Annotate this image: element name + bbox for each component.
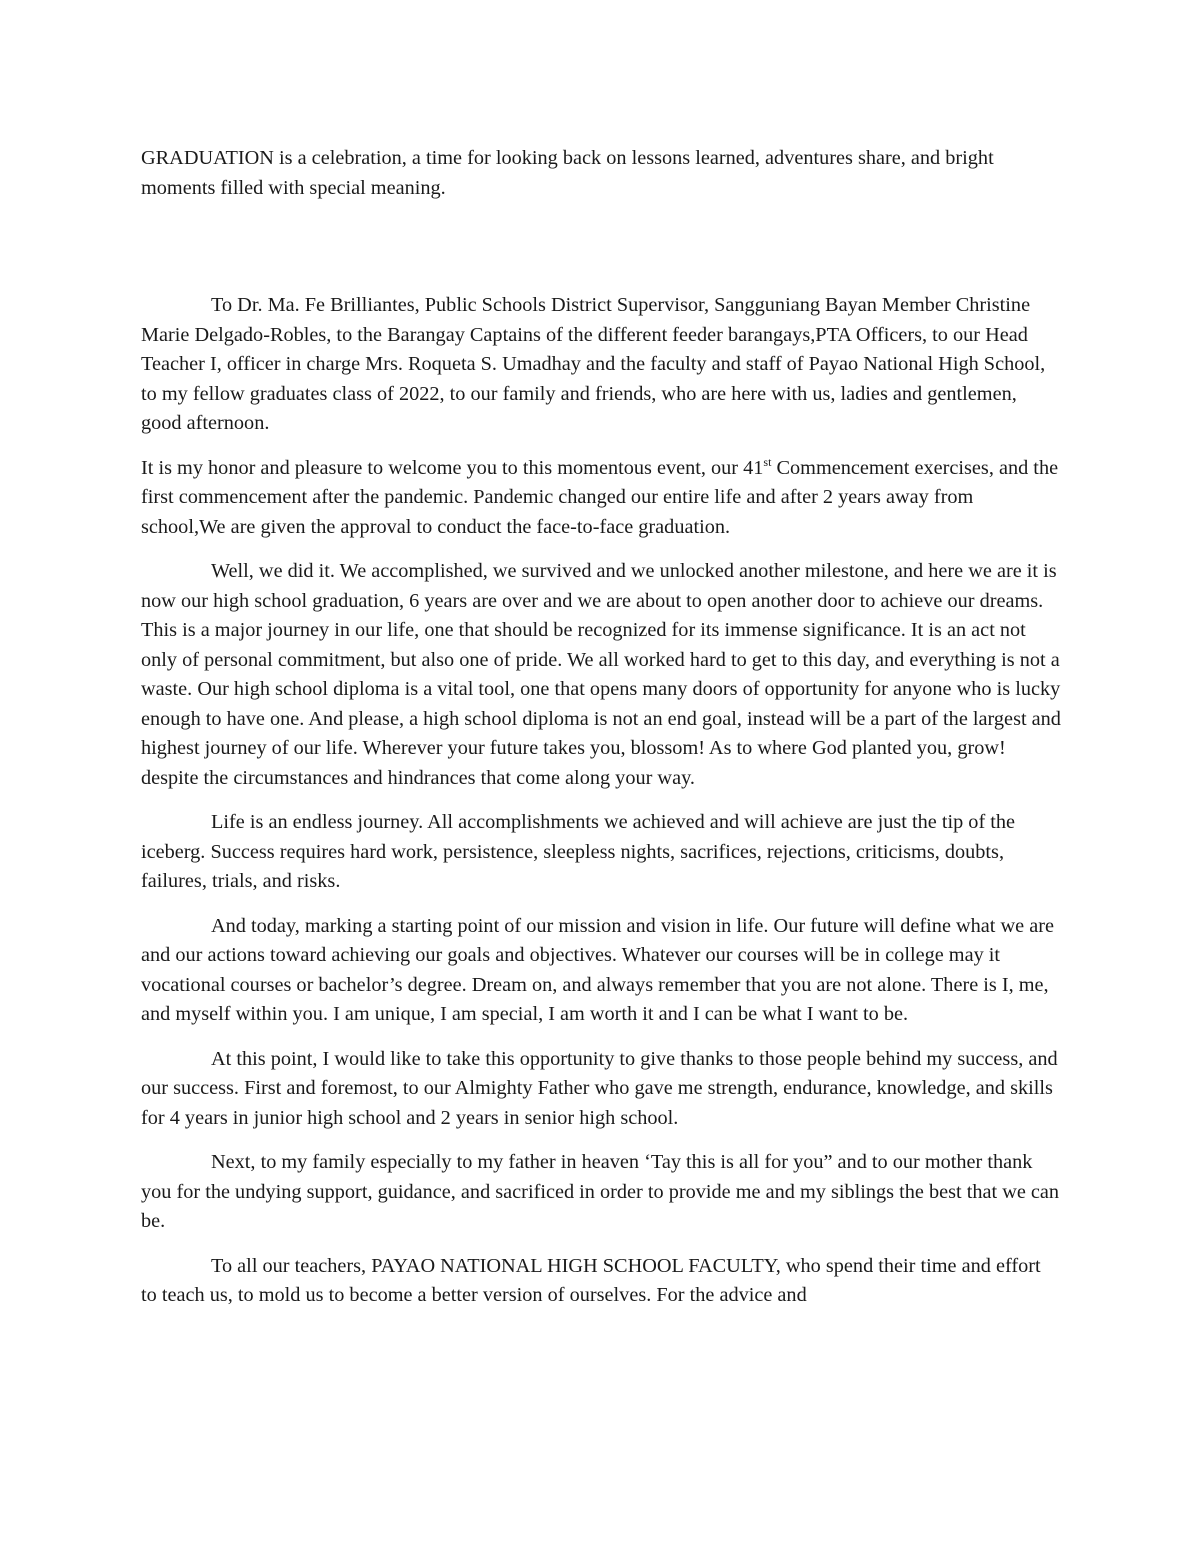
welcome-paragraph [141,454,1061,543]
teachers-paragraph: To all our teachers, PAYAO NATIONAL HIGH SCHOOL FACULTY, who spend their time and effort to teach us, to mold us to become a better version of ourselves. For the advice and [141,1254,1041,1306]
ordinal-suffix: st [763,454,772,469]
intro-paragraph: GRADUATION is a celebration, a time for looking back on lessons learned, adventures share, and bright moments filled with special meaning. [141,147,994,199]
milestone-paragraph: Well, we did it. We accomplished, we survived and we unlocked another milestone, and here we are it is now our high school graduation, 6 years are over and we are about to open another door to achieve our dreams. This is a major journey in our life, one that should be recognized for its immense significance. It is an act not only of personal commitment, but also one of pride. We all worked hard to get to this day, and everything is not a waste. Our high school diploma is a vital tool, one that opens many doors of opportunity for anyone who is lucky enough to have one. And please, a high school diploma is not an end goal, instead will be a part of the largest and highest journey of our life. Wherever your future takes you, blossom! As to where God planted you, grow! despite the circumstances and hindrances that come along your way. [141,560,1061,789]
journey-paragraph: Life is an endless journey. All accomplishments we achieved and will achieve are just the tip of the iceberg. Success requires hard work, persistence, sleepless nights, sacrifices, rejections, criticisms, doubts, failures, trials, and risks. [141,811,1016,892]
family-paragraph: Next, to my family especially to my father in heaven ‘Tay this is all for you” and to our mother thank you for the undying support, guidance, and sacrificed in order to provide me and my siblings the best that we can be. [141,1151,1060,1232]
welcome-text-end: Commencement exercises, and the first commencement after the pandemic. Pandemic changed our entire life and after 2 years away from school,We are given the approval to conduct the face-to-face graduation. [141,456,1059,538]
document-body [141,144,1061,1311]
mission-paragraph: And today, marking a starting point of our mission and vision in life. Our future will define what we are and our actions toward achieving our goals and objectives. Whatever our courses will be in college may it vocational courses or bachelor’s degree. Dream on, and always remember that you are not alone. There is I, me, and myself within you. I am unique, I am special, I am worth it and I can be what I want to be. [141,914,1054,1025]
welcome-text-start: It is my honor and pleasure to welcome you to this momentous event, our 41 [141,456,764,479]
thanks-paragraph: At this point, I would like to take this opportunity to give thanks to those people behind my success, and our success. First and foremost, to our Almighty Father who gave me strength, endurance, knowledge, and skills for 4 years in junior high school and 2 years in senior high school. [141,1047,1058,1129]
greeting-paragraph: To Dr. Ma. Fe Brilliantes, Public Schools District Supervisor, Sangguniang Bayan Member Christine Marie Delgado-Robles, to the Barangay Captains of the different feeder barangays,PTA Officers, to our Head Teacher I, officer in charge Mrs. Roqueta S. Umadhay and the faculty and staff of Payao National High School, to my fellow graduates class of 2022, to our family and friends, who are here with us, ladies and gentlemen, good afternoon. [141,294,1046,434]
